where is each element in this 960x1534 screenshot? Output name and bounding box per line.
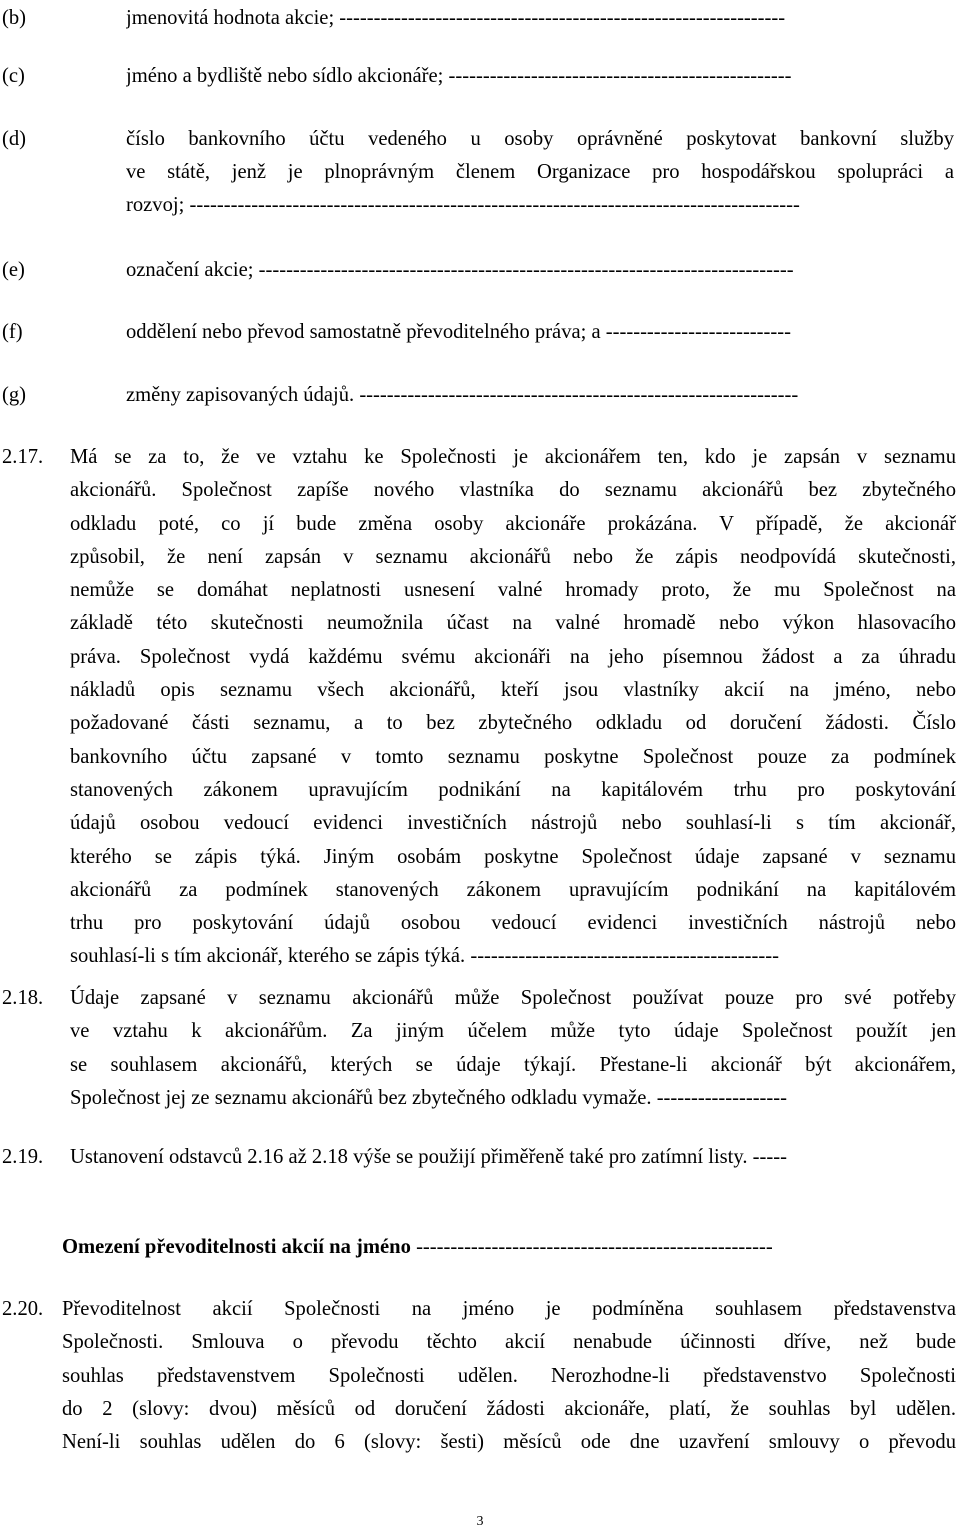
text-line: Údaje zapsané v seznamu akcionářů může Společnost používat pouze pro své potřeby xyxy=(70,987,956,1009)
paragraph-number: 2.19. xyxy=(2,1146,44,1168)
text-line: bankovního účtu zapsané v tomto seznamu poskytne Společnost pouze za podmínek xyxy=(70,745,956,768)
text-line: požadované části seznamu, a to bez zbytečného odkladu od doručení žádosti. Číslo xyxy=(70,712,956,735)
text-line: Společnost jej ze seznamu akcionářů bez zbytečného odkladu vymaže. ------------------- xyxy=(70,1086,787,1109)
paragraph-body xyxy=(70,982,956,1115)
text-line: údajů osobou vedoucí evidenci investičních nástrojů nebo souhlasí-li s tím akcionář, xyxy=(70,812,956,835)
list-label: (b) xyxy=(2,7,27,29)
text-line: trhu pro poskytování údajů osobou vedoucí evidenci investičních nástrojů nebo xyxy=(70,912,956,935)
text-line: rozvoj; ----------------------------------------------------------------------------------------- xyxy=(126,194,800,216)
text-line: ve vztahu k akcionářům. Za jiným účelem může tyto údaje Společnost použít jen xyxy=(70,1020,956,1043)
text-line: nemůže se domáhat neplatnosti usnesení valné hromady proto, že mu Společnost na xyxy=(70,579,956,602)
text-line: Převoditelnost akcií Společnosti na jméno je podmíněna souhlasem představenstva xyxy=(62,1298,956,1320)
list-label: (c) xyxy=(2,65,25,87)
list-text: jmenovitá hodnota akcie; ----------------------------------------------------------------- xyxy=(126,7,786,29)
section-heading xyxy=(62,1231,773,1264)
text-line: stanovených zákonem upravujícím podnikání na kapitálovém trhu pro poskytování xyxy=(70,778,956,801)
text-line: nákladů opis seznamu všech akcionářů, kteří jsou vlastníky akcií na jméno, nebo xyxy=(70,679,956,702)
text-line: akcionářů. Společnost zapíše nového vlastníka do seznamu akcionářů bez zbytečného xyxy=(70,479,956,502)
text-line: číslo bankovního účtu vedeného u osoby oprávněné poskytovat bankovní služby xyxy=(126,128,954,150)
list-label: (g) xyxy=(2,384,27,406)
text-line: do 2 (slovy: dvou) měsíců od doručení žádosti akcionáře, platí, že souhlas byl udělen. xyxy=(62,1397,956,1420)
paragraph-number: 2.18. xyxy=(2,987,44,1009)
list-text: oddělení nebo převod samostatně převoditelného práva; a --------------------------- xyxy=(126,321,791,343)
text-line: akcionářů za podmínek stanovených zákonem upravujícím podnikání na kapitálovém xyxy=(70,878,956,901)
text-line: se souhlasem akcionářů, kterých se údaje týkají. Přestane-li akcionář být akcionářem, xyxy=(70,1053,956,1076)
text-line: základě této skutečnosti neumožnila účast na valné hromadě nebo výkon hlasovacího xyxy=(70,612,956,635)
text-line: Ustanovení odstavců 2.16 až 2.18 výše se použijí přiměřeně také pro zatímní listy. ----- xyxy=(70,1146,787,1168)
text-line: Není-li souhlas udělen do 6 (slovy: šesti) měsíců ode dne uzavření smlouvy o převodu xyxy=(62,1431,956,1454)
text-line: Společnosti. Smlouva o převodu těchto akcií nenabude účinnosti dříve, než bude xyxy=(62,1331,956,1354)
paragraph-number: 2.17. xyxy=(2,446,44,468)
text-line: souhlas představenstvem Společnosti udělen. Nerozhodne-li představenstvo Společnosti xyxy=(62,1364,956,1387)
paragraph-body xyxy=(62,1293,956,1459)
paragraph-number: 2.20. xyxy=(2,1298,44,1320)
text-line: kterého se zápis týká. Jiným osobám poskytne Společnost údaje zapsané v seznamu xyxy=(70,845,956,868)
text-line: souhlasí-li s tím akcionář, kterého se zápis týká. --------------------------------------------- xyxy=(70,945,779,968)
heading-title: Omezení převoditelnosti akcií na jméno xyxy=(62,1236,411,1258)
list-text: označení akcie; ------------------------------------------------------------------------------ xyxy=(126,259,794,281)
paragraph-body xyxy=(70,441,956,974)
page-number: 3 xyxy=(476,1514,484,1529)
list-text: jméno a bydliště nebo sídlo akcionáře; -------------------------------------------------- xyxy=(126,65,792,87)
list-text xyxy=(126,123,954,222)
list-label: (d) xyxy=(2,128,27,150)
heading-dashes: ---------------------------------------------------- xyxy=(410,1236,773,1258)
paragraph-body xyxy=(70,1141,956,1174)
text-line: práva. Společnost vydá každému svému akcionáři na jeho písemnou žádost a za úhradu xyxy=(70,645,956,668)
text-line: odkladu poté, co jí bude změna osoby akcionáře prokázána. V případě, že akcionář xyxy=(70,512,956,535)
text-line: Má se za to, že ve vztahu ke Společnosti je akcionářem ten, kdo je zapsán v seznamu xyxy=(70,446,956,468)
text-line: ve státě, jenž je plnoprávným členem Organizace pro hospodářskou spolupráci a xyxy=(126,161,954,183)
list-text: změny zapisovaných údajů. ---------------------------------------------------------------- xyxy=(126,384,799,406)
list-label: (e) xyxy=(2,259,25,281)
text-line: způsobil, že není zapsán v seznamu akcionářů nebo že zápis neodpovídá skutečnosti, xyxy=(70,545,956,568)
list-label: (f) xyxy=(2,321,23,343)
